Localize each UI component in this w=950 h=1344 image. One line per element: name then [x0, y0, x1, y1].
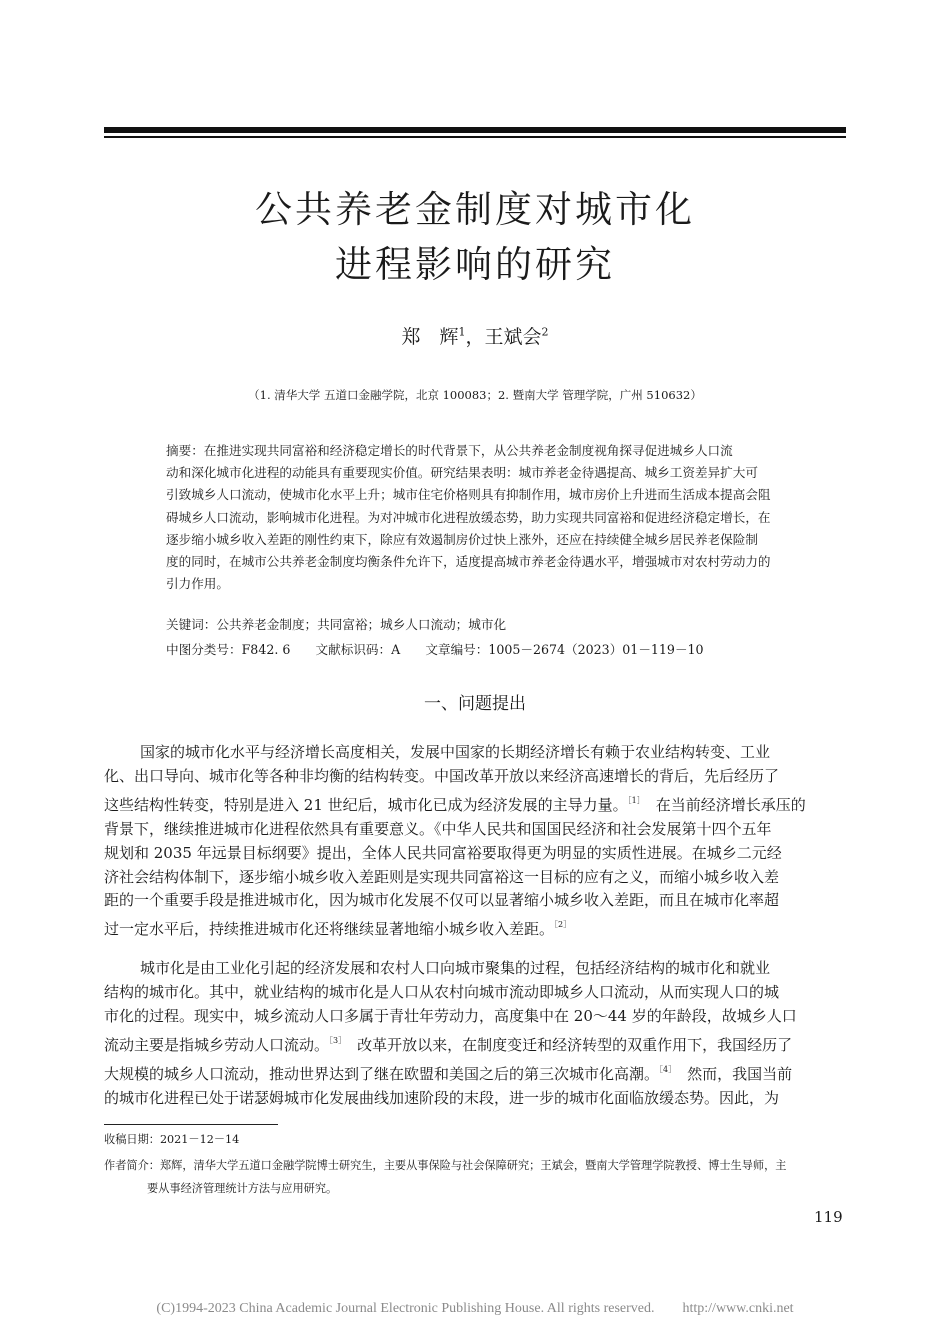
top-rule-thick — [104, 127, 846, 133]
author-list — [0, 322, 950, 349]
body-line — [104, 1058, 846, 1087]
abstract — [166, 440, 814, 595]
keywords: 关键词：公共养老金制度；共同富裕；城乡人口流动；城市化 — [166, 617, 507, 632]
abstract-line: 引力作用。 — [166, 576, 229, 592]
body-line: 规划和 2035 年远景目标纲要》提出，全体人民共同富裕要取得更为明显的实质性进展。在城乡二元经 — [104, 843, 782, 862]
body-text: 大规模的城乡人口流动，推动世界达到了继在欧盟和美国之后的第三次城市化高潮。 — [104, 1064, 660, 1083]
author-separator: ， — [465, 326, 485, 348]
top-rule-thin — [104, 136, 846, 138]
classification-info: 中图分类号：F842. 6 文献标识码：A 文章编号：1005－2674（2023）01－119－10 — [166, 642, 704, 657]
citation-ref[interactable]: ［3］ — [329, 1035, 343, 1045]
body-line — [104, 913, 846, 942]
author-bio-line-2: 要从事经济管理统计方法与应用研究。 — [147, 1182, 338, 1195]
abstract-line: 引致城乡人口流动，使城市化水平上升；城市住宅价格则具有抑制作用，城市房价上升进而生活成本提高会阻 — [166, 487, 771, 503]
abstract-line: 摘要：在推进实现共同富裕和经济稳定增长的时代背景下，从公共养老金制度视角探寻促进城乡人口流 — [166, 443, 733, 458]
body-line — [104, 1029, 846, 1058]
body-line: 的城市化进程已处于诺瑟姆城市化发展曲线加速阶段的末段，进一步的城市化面临放缓态势。因此，为 — [104, 1088, 780, 1107]
body-line: 济社会结构体制下，逐步缩小城乡收入差距则是实现共同富裕这一目标的应有之义，而缩小城乡收入差 — [104, 867, 780, 886]
abstract-line: 碍城乡人口流动，影响城市化进程。为对冲城市化进程放缓态势，助力实现共同富裕和促进经济稳定增长，在 — [166, 509, 771, 525]
body-paragraph-1 — [104, 741, 846, 942]
body-line: 距的一个重要手段是推进城市化，因为城市化发展不仅可以显著缩小城乡收入差距，而且在城市化率超 — [104, 891, 780, 910]
abstract-line: 动和深化城市化进程的动能具有重要现实价值。研究结果表明：城市养老金待遇提高、城乡工资差异扩大可 — [166, 465, 758, 481]
body-text: 过一定水平后，持续推进城市化还将继续显著地缩小城乡收入差距。 — [104, 920, 555, 939]
citation-ref[interactable]: ［1］ — [627, 795, 641, 805]
author-affil-mark: 1 — [458, 325, 466, 339]
author-bio-line-1: 作者简介：郑辉，清华大学五道口金融学院博士研究生，主要从事保险与社会保障研究；王斌会，暨南大学管理学院教授、博士生导师，主 — [104, 1159, 787, 1172]
body-line: 结构的城市化。其中，就业结构的城市化是人口从农村向城市流动即城乡人口流动，从而实现人口的城 — [104, 982, 780, 1001]
citation-ref[interactable]: ［4］ — [659, 1064, 673, 1074]
author-name: 王斌会 — [484, 326, 542, 348]
body-text: 这些结构性转变，特别是进入 21 世纪后，城市化已成为经济发展的主导力量。 — [104, 795, 628, 814]
paper-title-line-2: 进程影响的研究 — [335, 243, 615, 286]
body-line: 化、出口导向、城市化等各种非均衡的结构转变。中国改革开放以来经济高速增长的背后，先后经历了 — [104, 766, 780, 785]
body-line — [104, 789, 846, 818]
footnote-divider — [104, 1124, 278, 1125]
body-text: 在当前经济增长承压的 — [640, 795, 806, 814]
body-paragraph-2 — [104, 957, 846, 1110]
received-date: 收稿日期：2021－12－14 — [104, 1133, 240, 1146]
page-number: 119 — [814, 1208, 843, 1226]
section-heading: 一、问题提出 — [424, 694, 526, 714]
body-text: 然而，我国当前 — [672, 1064, 793, 1083]
body-text: 流动主要是指城乡劳动人口流动。 — [104, 1035, 330, 1054]
body-text: 改革开放以来，在制度变迁和经济转型的双重作用下，我国经历了 — [342, 1035, 793, 1054]
copyright-footer: (C)1994-2023 China Academic Journal Electronic Publishing House. All rights reserved. http://www.cnki.net — [156, 1301, 794, 1316]
body-line: 背景下，继续推进城市化进程依然具有重要意义。《中华人民共和国国民经济和社会发展第十四个五年 — [104, 819, 772, 838]
abstract-line: 度的同时，在城市公共养老金制度均衡条件允许下，适度提高城市养老金待遇水平，增强城市对农村劳动力的 — [166, 554, 771, 570]
affiliation: （1. 清华大学 五道口金融学院，北京 100083；2. 暨南大学 管理学院，广州 510632） — [248, 388, 702, 402]
body-line: 国家的城市化水平与经济增长高度相关，发展中国家的长期经济增长有赖于农业结构转变、工业 — [140, 743, 771, 761]
citation-ref[interactable]: ［2］ — [554, 920, 572, 930]
author-affil-mark: 2 — [541, 325, 549, 339]
paper-title-line-1: 公共养老金制度对城市化 — [255, 188, 695, 231]
body-line: 城市化是由工业化引起的经济发展和农村人口向城市聚集的过程，包括经济结构的城市化和就业 — [140, 959, 771, 977]
abstract-line: 逐步缩小城乡收入差距的刚性约束下，除应有效遏制房价过快上涨外，还应在持续健全城乡居民养老保险制 — [166, 531, 758, 547]
author-name: 郑 辉 — [401, 326, 459, 348]
body-line: 市化的过程。现实中，城乡流动人口多属于青壮年劳动力，高度集中在 20～44 岁的年龄段，故城乡人口 — [104, 1006, 797, 1025]
